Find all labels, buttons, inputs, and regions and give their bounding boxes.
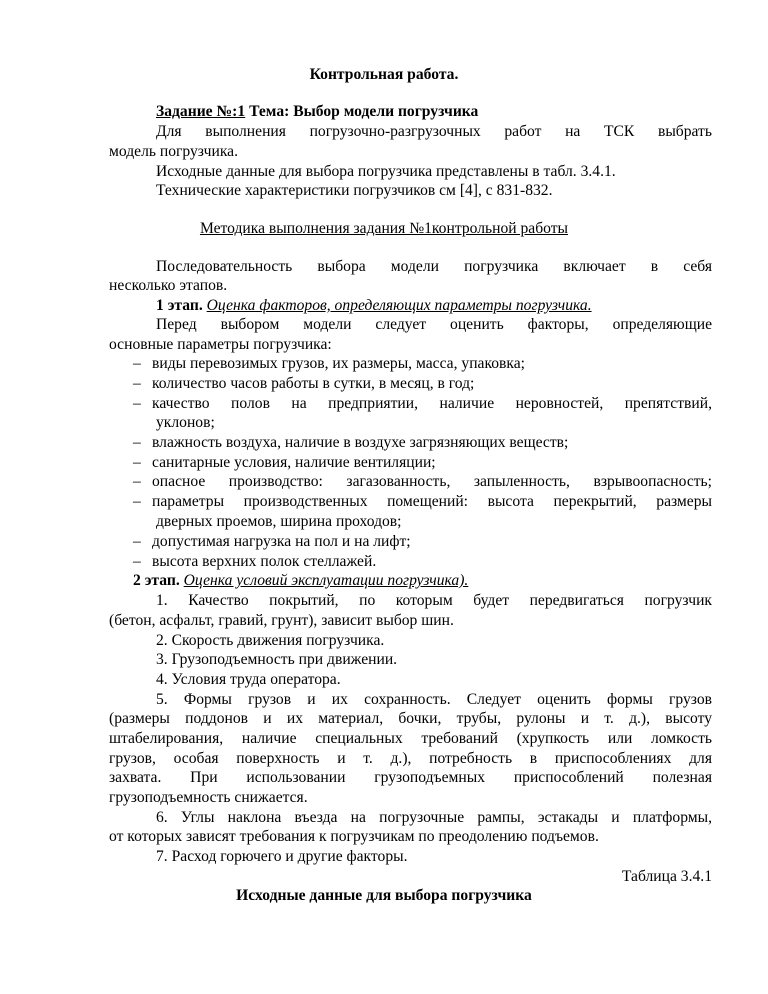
list-item: опасное производство: загазованность, запыленность, взрывоопасность; [152,473,712,490]
list-item: высота верхних полок стеллажей. [152,553,377,570]
stage-1-title: Оценка факторов, определяющих параметры погрузчика. [206,297,592,314]
stage-1-paragraph-line-1: Перед выбором модели следует оценить факторы, определяющие [156,316,712,333]
task-source-data: Исходные данные для выбора погрузчика представлены в табл. 3.4.1. [156,163,616,180]
dash-marker: – [133,553,141,570]
task-paragraph-line-2: модель погрузчика. [109,143,238,160]
intro-line-2: несколько этапов. [109,277,228,294]
list-item: количество часов работы в сутки, в месяц, в год; [152,375,475,392]
list-item: параметры производственных помещений: высота перекрытий, размеры [152,493,712,510]
stage-2-item-4: 4. Условия труда оператора. [156,671,341,688]
list-item-continuation: уклонов; [156,414,215,431]
stage-2-item-5-line-5: захвата. При использовании грузоподъемных приспособлений полезная [109,769,712,786]
method-title: Методика выполнения задания №1контрольной работы [199,220,569,237]
stage-2-item-5-line-3: штабелирования, наличие специальных требований (хрупкость или ломкость [109,730,712,747]
dash-marker: – [133,493,141,510]
dash-marker: – [133,395,141,412]
dash-marker: – [133,434,141,451]
stage-2-heading [133,572,468,590]
dash-marker: – [133,533,141,550]
task-specs-reference: Технические характеристики погрузчиков см [4], с 831-832. [156,182,553,199]
stage-2-item-1-line-1: 1. Качество покрытий, по которым будет передвигаться погрузчик [156,592,712,609]
table-label: Таблица 3.4.1 [621,868,712,885]
dash-marker: – [133,454,141,471]
stage-2-label: 2 этап. [133,572,180,589]
dash-marker: – [133,355,141,372]
stage-2-title: Оценка условий эксплуатации погрузчика). [183,572,469,589]
list-item: качество полов на предприятии, наличие неровностей, препятствий, [152,395,712,412]
dash-marker: – [133,375,141,392]
document-title: Контрольная работа. [309,66,459,83]
task-paragraph-line-1: Для выполнения погрузочно-разгрузочных работ на ТСК выбрать [156,123,712,140]
list-item: санитарные условия, наличие вентиляции; [152,454,436,471]
stage-2-item-6-line-1: 6. Углы наклона въезда на погрузочные рампы, эстакады и платформы, [156,809,712,826]
task-heading [156,103,478,121]
stage-2-item-5-line-2: (размеры поддонов и их материал, бочки, трубы, рулоны и т. д.), высоту [109,710,712,727]
list-item-continuation: дверных проемов, ширина проходов; [156,513,402,530]
stage-2-item-5-line-4: грузов, особая поверхность и т. д.), потребность в приспособлениях для [109,750,712,767]
stage-2-item-6-line-2: от которых зависят требования к погрузчикам по преодолению подъемов. [109,828,599,845]
stage-2-item-2: 2. Скорость движения погрузчика. [156,632,385,649]
stage-2-item-3: 3. Грузоподъемность при движении. [156,651,398,668]
stage-1-paragraph-line-2: основные параметры погрузчика: [109,336,332,353]
table-title: Исходные данные для выбора погрузчика [236,887,532,904]
list-item: допустимая нагрузка на пол и на лифт; [152,533,411,550]
stage-1-heading [156,297,592,315]
task-label: Задание №:1 [156,103,246,120]
stage-2-item-5-line-6: грузоподъемность снижается. [109,789,308,806]
list-item: влажность воздуха, наличие в воздухе загрязняющих веществ; [152,434,569,451]
intro-line-1: Последовательность выбора модели погрузчика включает в себя [156,258,712,275]
list-item: виды перевозимых грузов, их размеры, масса, упаковка; [152,355,526,372]
stage-2-item-5-line-1: 5. Формы грузов и их сохранность. Следует оценить формы грузов [156,691,712,708]
stage-1-label: 1 этап. [156,297,203,314]
stage-2-item-1-line-2: (бетон, асфальт, гравий, грунт), зависит выбор шин. [109,612,454,629]
task-topic: Тема: Выбор модели погрузчика [249,103,479,120]
stage-2-item-7: 7. Расход горючего и другие факторы. [156,848,408,865]
dash-marker: – [133,473,141,490]
